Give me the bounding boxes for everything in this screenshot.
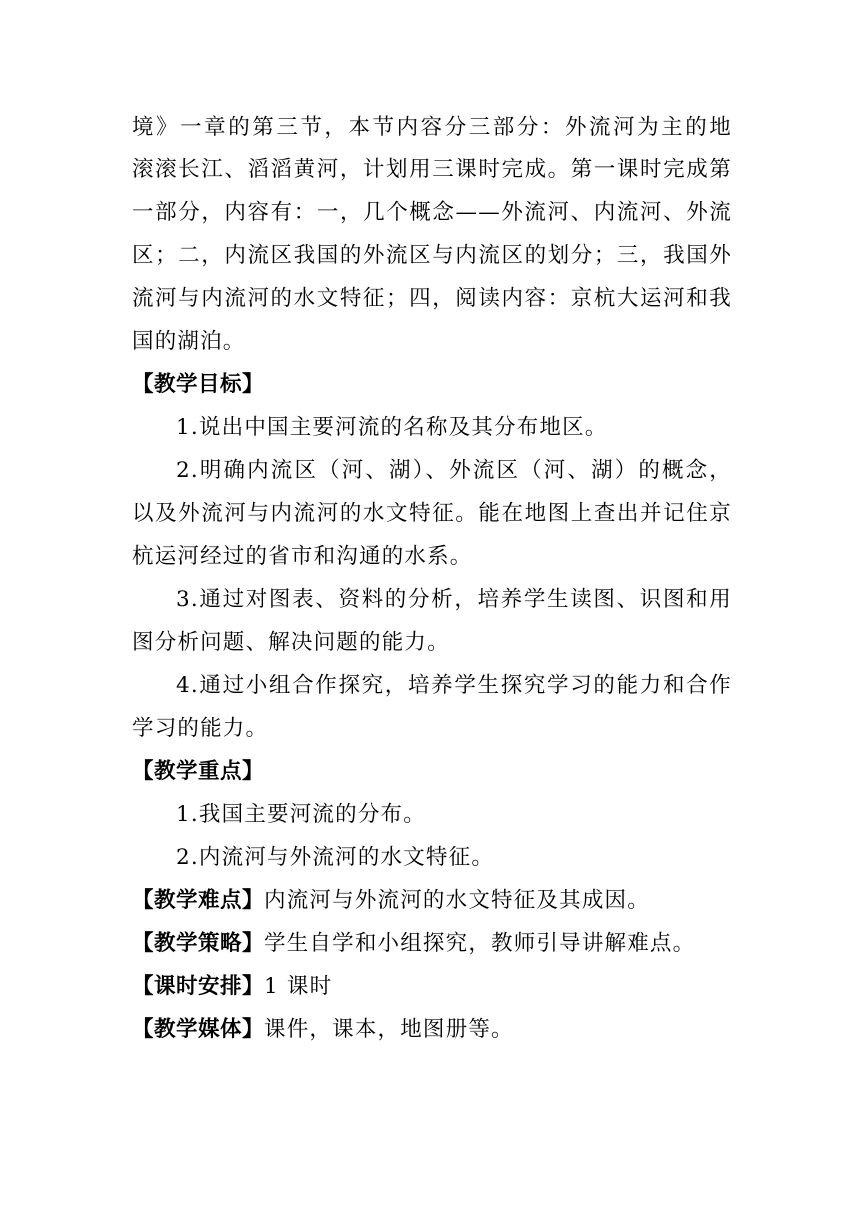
- difficulty-heading: 【教学难点】: [132, 888, 265, 913]
- strategy-row: [132, 929, 732, 959]
- goal-item-2-line-3: 杭运河经过的省市和沟通的水系。: [132, 544, 473, 569]
- media-heading: 【教学媒体】: [132, 1017, 265, 1042]
- key-point-item-2: 2.内流河与外流河的水文特征。: [176, 845, 495, 870]
- schedule-text: 1 课时: [264, 974, 333, 999]
- intro-line-3: 一部分，内容有：一，几个概念——外流河、内流河、外流: [132, 200, 732, 225]
- goal-item-2-line-1: 2.明确内流区（河、湖）、外流区（河、湖）的概念，: [176, 458, 732, 483]
- key-points-heading: 【教学重点】: [132, 759, 265, 784]
- strategy-text: 学生自学和小组探究，教师引导讲解难点。: [264, 931, 696, 956]
- goal-item-1: 1.说出中国主要河流的名称及其分布地区。: [176, 415, 608, 440]
- goal-item-3-line-1: 3.通过对图表、资料的分析，培养学生读图、识图和用: [176, 587, 732, 612]
- schedule-row: [132, 972, 732, 1002]
- intro-line-6: 国的湖泊。: [132, 329, 246, 354]
- goal-item-4-line-2: 学习的能力。: [132, 716, 269, 741]
- media-row: [132, 1015, 732, 1045]
- intro-line-5: 流河与内流河的水文特征；四，阅读内容：京杭大运河和我: [132, 286, 732, 311]
- goal-item-3-line-2: 图分析问题、解决问题的能力。: [132, 630, 450, 655]
- key-point-item-1: 1.我国主要河流的分布。: [176, 802, 426, 827]
- schedule-heading: 【课时安排】: [132, 974, 265, 999]
- difficulty-row: [132, 886, 732, 916]
- goals-heading: 【教学目标】: [132, 372, 265, 397]
- difficulty-text: 内流河与外流河的水文特征及其成因。: [264, 888, 650, 913]
- intro-line-2: 滚滚长江、滔滔黄河，计划用三课时完成。第一课时完成第: [132, 157, 732, 182]
- goal-item-2-line-2: 以及外流河与内流河的水文特征。能在地图上查出并记住京: [132, 501, 732, 526]
- media-text: 课件，课本，地图册等。: [264, 1017, 514, 1042]
- intro-line-4: 区；二，内流区我国的外流区与内流区的划分；三，我国外: [132, 243, 732, 268]
- goal-item-4-line-1: 4.通过小组合作探究，培养学生探究学习的能力和合作: [176, 673, 732, 698]
- intro-line-1: 境》一章的第三节，本节内容分三部分：外流河为主的地: [132, 115, 732, 140]
- strategy-heading: 【教学策略】: [132, 931, 265, 956]
